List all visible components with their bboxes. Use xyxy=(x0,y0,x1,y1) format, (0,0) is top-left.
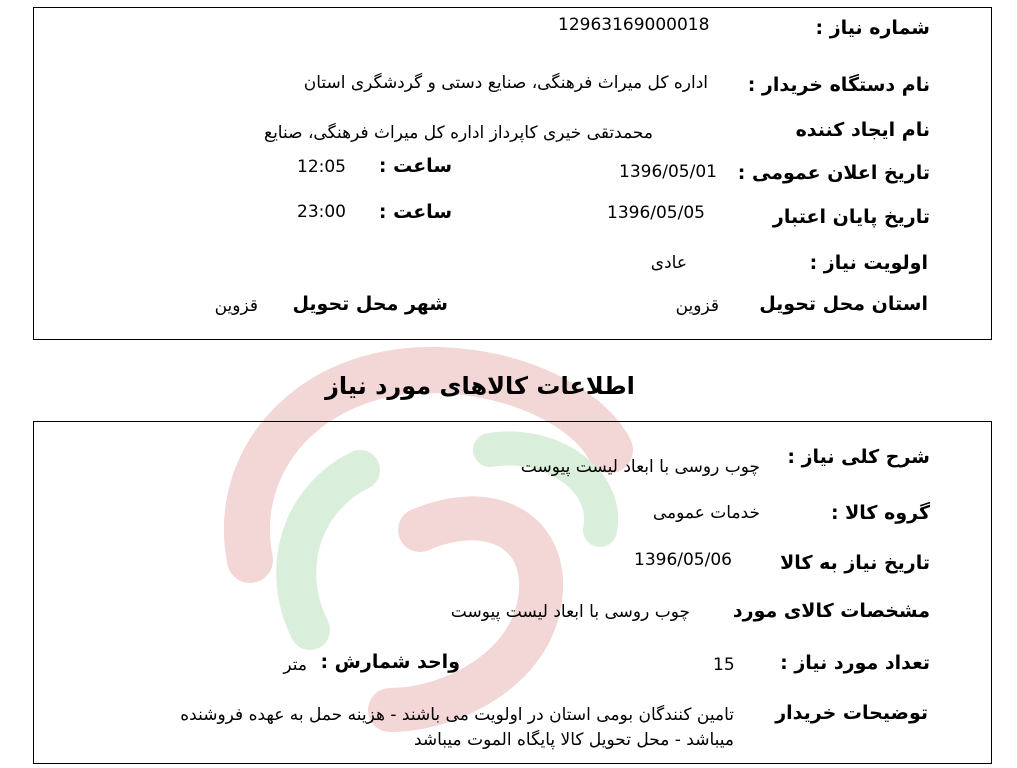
quantity-value: 15 xyxy=(713,655,735,675)
expiry-time-value: 23:00 xyxy=(297,202,346,222)
buyer-notes-line2: میباشد - محل تحویل کالا پایگاه الموت میباشد xyxy=(413,730,734,750)
need-date-label: تاریخ نیاز به کالا xyxy=(780,552,930,574)
announce-date-value: 1396/05/01 xyxy=(619,162,717,182)
unit-label: واحد شمارش : xyxy=(320,651,460,673)
announce-time-value: 12:05 xyxy=(297,157,346,177)
summary-label: شرح کلی نیاز : xyxy=(787,446,930,468)
priority-label: اولویت نیاز : xyxy=(809,252,928,274)
expiry-date-label: تاریخ پایان اعتبار xyxy=(772,206,930,228)
delivery-city-label: شهر محل تحویل xyxy=(292,293,448,315)
group-label: گروه کالا : xyxy=(830,502,930,524)
announce-date-label: تاریخ اعلان عمومی : xyxy=(737,162,930,184)
creator-label: نام ایجاد کننده xyxy=(795,119,930,141)
unit-value: متر xyxy=(283,655,307,675)
section-title: اطلاعات کالاهای مورد نیاز xyxy=(325,372,635,400)
announce-time-label: ساعت : xyxy=(378,155,452,177)
specs-value: چوب روسی با ابعاد لیست پیوست xyxy=(450,602,690,622)
expiry-date-value: 1396/05/05 xyxy=(607,203,705,223)
quantity-label: تعداد مورد نیاز : xyxy=(780,652,930,674)
buyer-org-label: نام دستگاه خریدار : xyxy=(747,74,930,96)
buyer-notes-label: توضیحات خریدار xyxy=(775,702,928,724)
delivery-city-value: قزوین xyxy=(214,296,258,316)
priority-value: عادی xyxy=(650,253,687,273)
creator-value: محمدتقی خیری کاپرداز اداره کل میراث فرهنگی، صنایع xyxy=(264,123,653,143)
need-number-value: 12963169000018 xyxy=(558,15,710,35)
delivery-province-value: قزوین xyxy=(675,296,719,316)
need-date-value: 1396/05/06 xyxy=(634,550,732,570)
delivery-province-label: استان محل تحویل xyxy=(759,293,928,315)
buyer-org-value: اداره کل میراث فرهنگی، صنایع دستی و گردشگری استان xyxy=(303,73,708,93)
specs-label: مشخصات کالای مورد xyxy=(732,600,930,622)
summary-value: چوب روسی با ابعاد لیست پیوست xyxy=(520,457,760,477)
group-value: خدمات عمومی xyxy=(652,503,760,523)
expiry-time-label: ساعت : xyxy=(378,201,452,223)
buyer-notes-line1: تامین کنندگان بومی استان در اولویت می باشند - هزینه حمل به عهده فروشنده xyxy=(180,705,734,725)
need-number-label: شماره نیاز : xyxy=(815,17,930,39)
